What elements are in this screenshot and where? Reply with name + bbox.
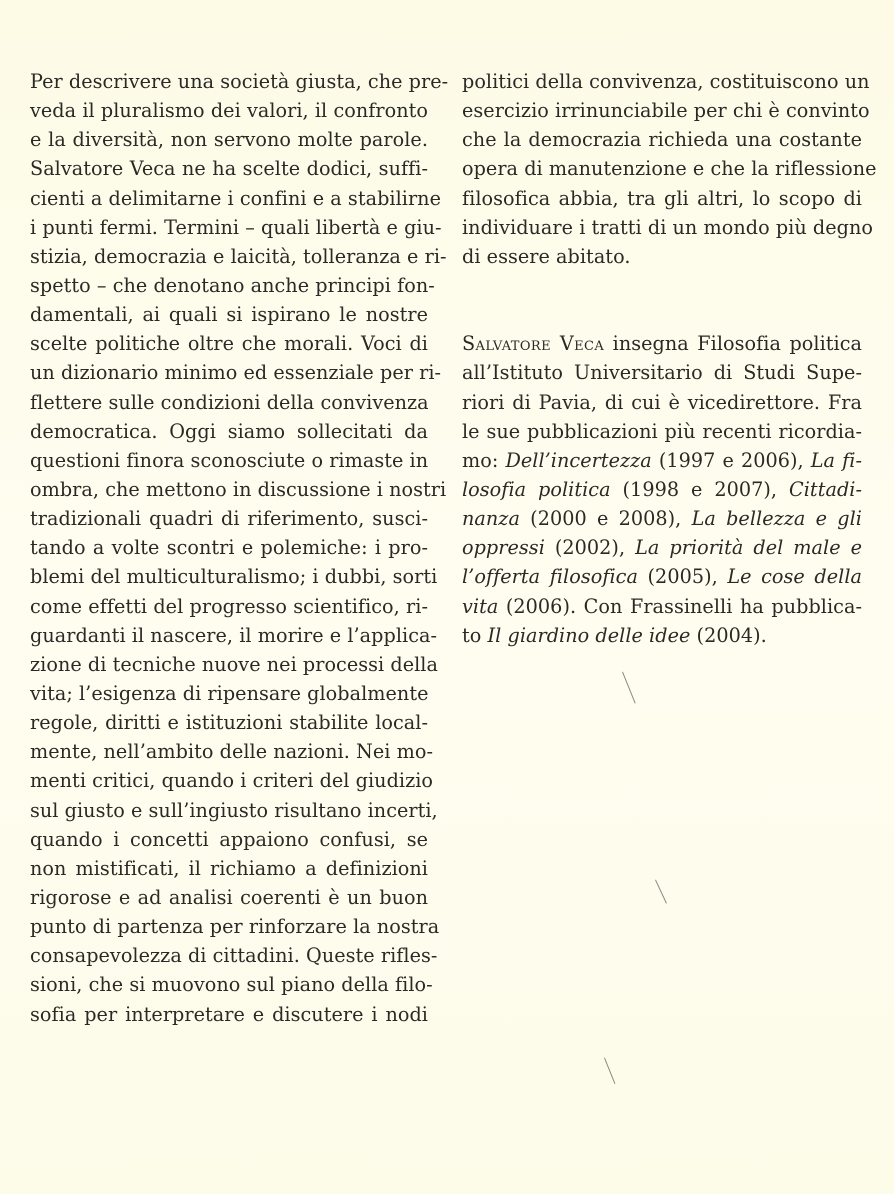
book-title: Il giardino delle idee xyxy=(487,623,691,647)
bio-text: (2000 e 2008), xyxy=(519,507,692,531)
text-line: quando i concetti appaiono confusi, se xyxy=(30,827,428,851)
bio-text: riori di Pavia, di cui è vicedirettore. Fra xyxy=(462,390,862,414)
bio-text: mo: xyxy=(462,448,506,472)
bio-text: le sue pubblicazioni più recenti ricordia- xyxy=(462,419,862,443)
bio-text: all’Istituto Universitario di Studi Supe- xyxy=(462,361,862,385)
book-title: Cittadi- xyxy=(789,477,862,501)
bio-line xyxy=(462,358,862,387)
text-line: di essere abitato. xyxy=(462,244,631,268)
bio-text: (1997 e 2006), xyxy=(651,448,811,472)
book-title: losofia politica xyxy=(462,477,611,501)
bio-text: (2004). xyxy=(690,623,767,647)
bio-line xyxy=(462,592,862,621)
blurb-continuation xyxy=(462,67,877,271)
text-line: flettere sulle condizioni della convivenza xyxy=(30,390,429,414)
text-line: cienti a delimitarne i confini e a stabilirne xyxy=(30,186,441,210)
text-line: non mistificati, il richiamo a definizioni xyxy=(30,856,428,880)
right-column xyxy=(462,67,877,650)
text-line: democratica. Oggi siamo sollecitati da xyxy=(30,419,428,443)
text-line: guardanti il nascere, il morire e l’applica- xyxy=(30,623,438,647)
bio-text: to xyxy=(462,623,488,647)
text-line: che la democrazia richieda una costante xyxy=(462,128,862,152)
scan-mark xyxy=(604,1058,615,1084)
book-title: Le cose della xyxy=(727,565,862,589)
text-line: tradizionali quadri di riferimento, susci- xyxy=(30,507,428,531)
bio-line xyxy=(462,475,862,504)
text-line: regole, diritti e istituzioni stabilite local- xyxy=(30,711,428,735)
bio-line xyxy=(462,388,862,417)
bio-line xyxy=(462,533,862,562)
book-title: La fi- xyxy=(810,448,862,472)
text-line: sofia per interpretare e discutere i nodi xyxy=(30,1002,428,1026)
scan-mark xyxy=(655,880,667,904)
bio-text: (2002), xyxy=(544,536,636,560)
bio-line xyxy=(462,621,862,650)
book-title: l’offerta filosofica xyxy=(462,565,638,589)
book-title: La priorità del male e xyxy=(635,536,862,560)
text-line: come effetti del progresso scientifico, ri- xyxy=(30,594,428,618)
text-line: ombra, che mettono in discussione i nostri xyxy=(30,477,447,501)
left-column-blurb xyxy=(30,67,449,1029)
text-line: tando a volte scontri e polemiche: i pro- xyxy=(30,536,428,560)
text-line: opera di manutenzione e che la riflessione xyxy=(462,157,877,181)
bio-line xyxy=(462,329,862,358)
text-line: blemi del multiculturalismo; i dubbi, sorti xyxy=(30,565,438,589)
book-title: oppressi xyxy=(462,536,545,560)
book-title: La bellezza e gli xyxy=(691,507,862,531)
bio-line xyxy=(462,504,862,533)
bio-text: insegna Filosofia politica xyxy=(604,332,863,356)
book-title: Dell’incertezza xyxy=(505,448,652,472)
bio-line xyxy=(462,562,862,591)
bio-text: (2006). Con Frassinelli ha pubblica- xyxy=(498,594,862,618)
text-line: Salvatore Veca ne ha scelte dodici, suffi- xyxy=(30,157,428,181)
author-bio xyxy=(462,329,862,650)
text-line: un dizionario minimo ed essenziale per ri- xyxy=(30,361,442,385)
text-line: consapevolezza di cittadini. Queste rifles- xyxy=(30,944,438,968)
bio-text: (1998 e 2007), xyxy=(610,477,790,501)
text-line: sioni, che si muovono sul piano della filo- xyxy=(30,973,433,997)
paragraph-gap xyxy=(462,300,862,329)
text-line: mente, nell’ambito delle nazioni. Nei mo- xyxy=(30,740,433,764)
text-line: filosofica abbia, tra gli altri, lo scopo di xyxy=(462,186,862,210)
text-line: damentali, ai quali si ispirano le nostre xyxy=(30,303,428,327)
scan-mark xyxy=(622,672,636,704)
text-line: rigorose e ad analisi coerenti è un buon xyxy=(30,885,428,909)
bio-line xyxy=(462,417,862,446)
text-line: sul giusto e sull’ingiusto risultano incerti, xyxy=(30,798,438,822)
book-title: vita xyxy=(462,594,499,618)
text-line: i punti fermi. Termini – quali libertà e giu- xyxy=(30,215,442,239)
bio-line xyxy=(462,446,862,475)
book-title: nanza xyxy=(462,507,520,531)
text-line: politici della convivenza, costituiscono un xyxy=(462,70,870,93)
text-line: menti critici, quando i criteri del giudizio xyxy=(30,769,434,793)
text-line: Per descrivere una società giusta, che pre- xyxy=(30,70,449,93)
paragraph-gap xyxy=(462,271,862,300)
text-line: spetto – che denotano anche principi fon- xyxy=(30,273,435,297)
text-line: stizia, democrazia e laicità, tolleranza e ri- xyxy=(30,244,447,268)
text-line: e la diversità, non servono molte parole. xyxy=(30,128,428,152)
text-line: punto di partenza per rinforzare la nostra xyxy=(30,915,440,939)
text-line: individuare i tratti di un mondo più degno xyxy=(462,215,873,239)
bio-text: (2005), xyxy=(637,565,728,589)
text-line: questioni finora sconosciute o rimaste in xyxy=(30,448,429,472)
text-line: scelte politiche oltre che morali. Voci di xyxy=(30,332,428,356)
text-line: esercizio irrinunciabile per chi è convinto xyxy=(462,99,870,123)
text-line: vita; l’esigenza di ripensare globalmente xyxy=(30,681,429,705)
text-line: veda il pluralismo dei valori, il confronto xyxy=(30,99,428,123)
text-line: zione di tecniche nuove nei processi della xyxy=(30,652,438,676)
author-name: Salvatore Veca xyxy=(462,332,605,356)
